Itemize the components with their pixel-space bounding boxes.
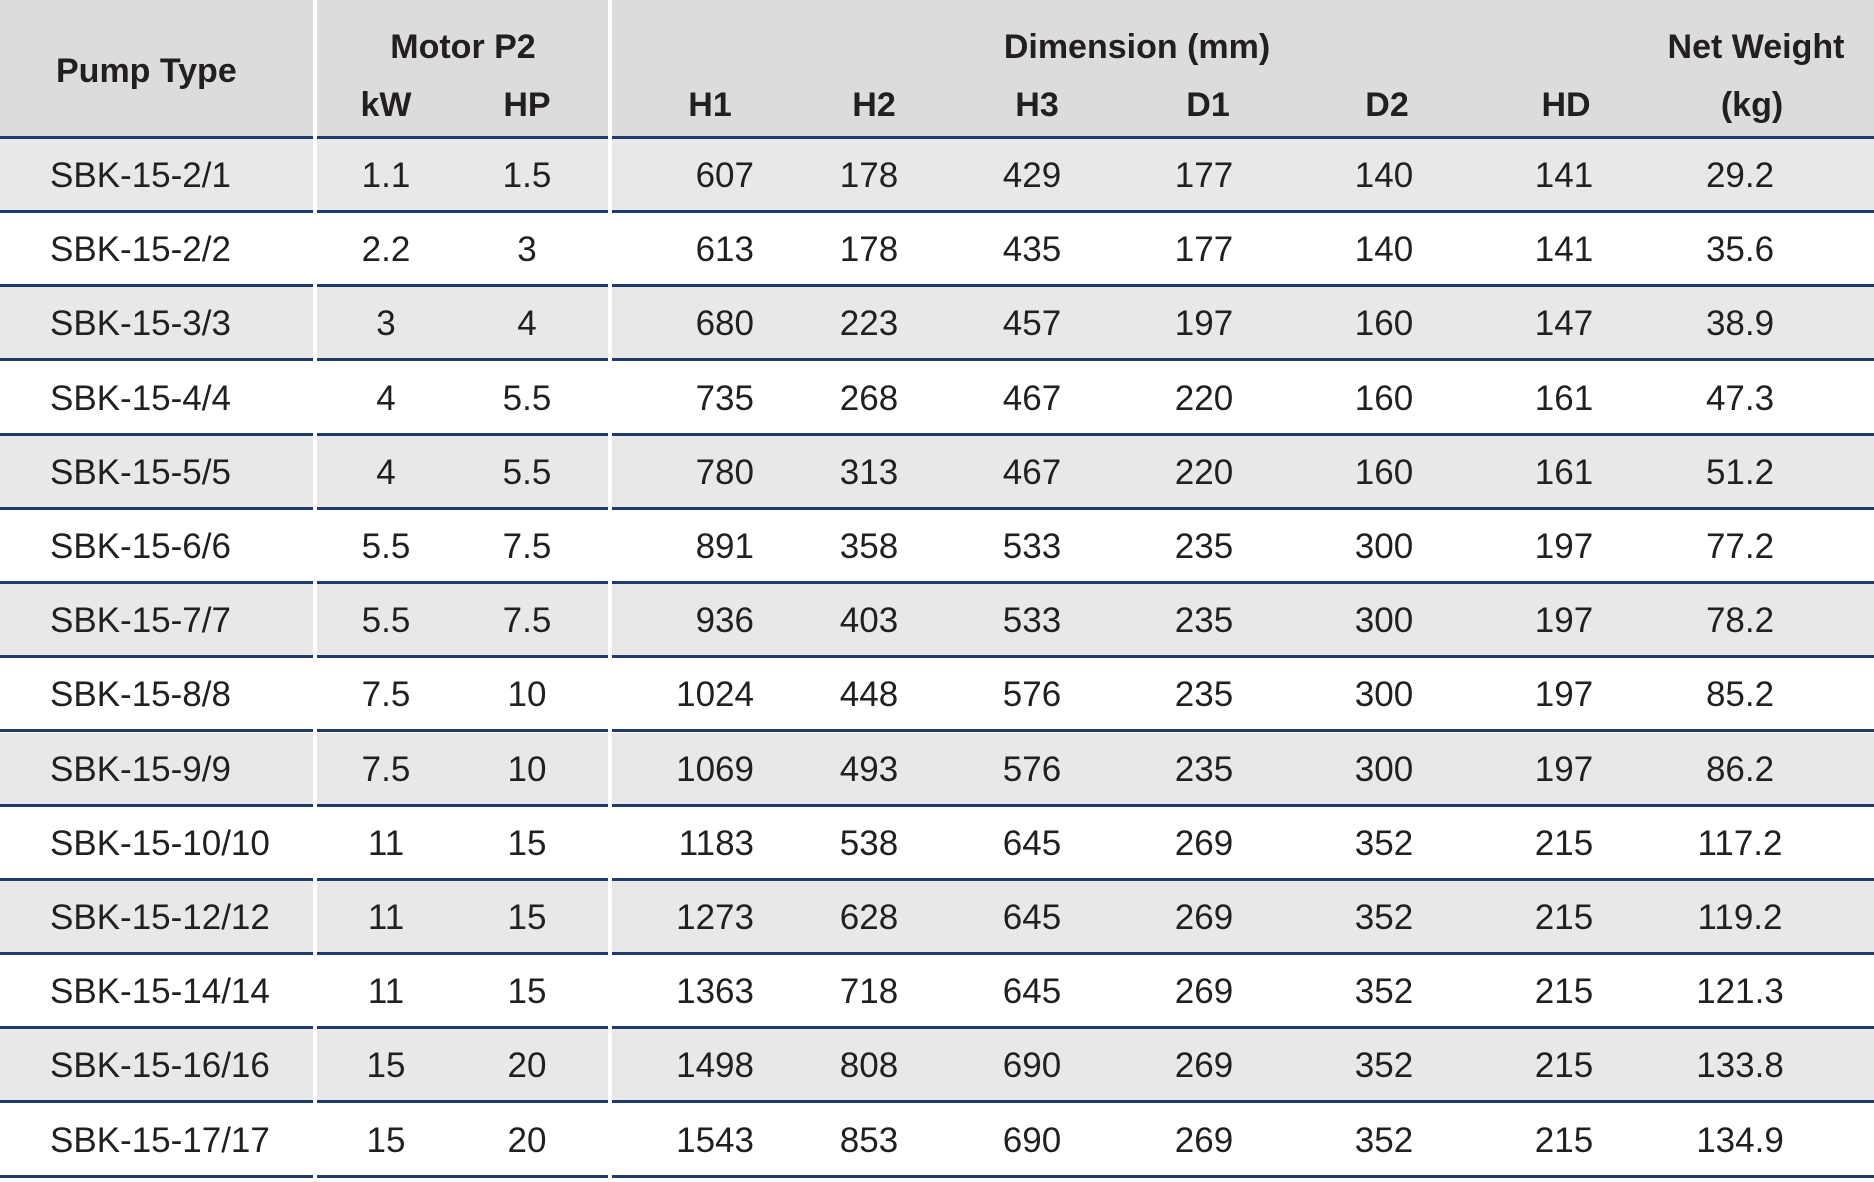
cell-hd: 161 (1534, 378, 1594, 418)
header-d2: D2 (1365, 86, 1409, 124)
cell-kw: 15 (366, 1046, 406, 1086)
cell-net-weight: 134.9 (1696, 1120, 1784, 1160)
cell-net-weight: 85.2 (1705, 675, 1775, 715)
cell-kw: 7.5 (361, 675, 411, 715)
cell-h1: 1024 (676, 675, 754, 715)
cell-h3: 645 (1002, 823, 1062, 863)
cell-h3: 533 (1002, 601, 1062, 641)
cell-hp: 15 (507, 972, 547, 1012)
cell-d1: 269 (1174, 898, 1234, 937)
cell-d1: 269 (1174, 1120, 1234, 1160)
cell-h1: 1363 (676, 972, 754, 1012)
cell-hd: 141 (1534, 230, 1594, 270)
cell-hp: 20 (507, 1120, 547, 1160)
cell-d1: 177 (1174, 230, 1234, 270)
cell-d2: 140 (1354, 156, 1414, 195)
header-h3: H3 (1015, 86, 1059, 124)
cell-h1: 680 (695, 304, 754, 344)
cell-net-weight: 47.3 (1705, 378, 1775, 418)
column-separator (313, 0, 317, 1178)
cell-d1: 235 (1174, 601, 1234, 641)
cell-hp: 1.5 (502, 156, 552, 195)
cell-d2: 352 (1354, 898, 1414, 937)
cell-hp: 7.5 (502, 527, 552, 566)
cell-d2: 352 (1354, 1120, 1414, 1160)
cell-d1: 235 (1174, 527, 1234, 566)
cell-net-weight: 133.8 (1696, 1046, 1784, 1086)
cell-d1: 177 (1174, 156, 1234, 195)
cell-net-weight: 29.2 (1705, 156, 1775, 195)
cell-d1: 220 (1174, 452, 1234, 492)
cell-net-weight: 121.3 (1696, 972, 1784, 1012)
cell-hp: 20 (507, 1046, 547, 1086)
cell-h2: 538 (839, 823, 899, 863)
cell-hp: 4 (517, 304, 537, 344)
cell-h2: 493 (839, 749, 899, 789)
cell-hd: 147 (1534, 304, 1594, 344)
cell-h3: 467 (1002, 378, 1062, 418)
cell-h1: 607 (695, 156, 754, 195)
cell-h2: 808 (839, 1046, 899, 1086)
cell-kw: 11 (367, 898, 405, 937)
cell-d1: 235 (1174, 675, 1234, 715)
cell-net-weight: 35.6 (1705, 230, 1775, 270)
header-kw: kW (360, 86, 412, 124)
cell-pump-type: SBK-15-5/5 (50, 452, 231, 492)
cell-h2: 403 (839, 601, 899, 641)
cell-hd: 197 (1534, 527, 1594, 566)
cell-hd: 141 (1534, 156, 1594, 195)
cell-pump-type: SBK-15-9/9 (50, 749, 231, 789)
cell-kw: 4 (376, 452, 396, 492)
cell-hd: 197 (1534, 749, 1594, 789)
cell-h3: 690 (1002, 1046, 1062, 1086)
cell-pump-type: SBK-15-6/6 (50, 527, 231, 566)
cell-h2: 178 (839, 230, 899, 270)
cell-d1: 220 (1174, 378, 1234, 418)
header-dimension: Dimension (mm) (1003, 28, 1271, 66)
cell-kw: 11 (367, 823, 405, 863)
cell-h3: 429 (1002, 156, 1062, 195)
cell-d2: 140 (1354, 230, 1414, 270)
cell-h3: 645 (1002, 972, 1062, 1012)
cell-hd: 215 (1534, 1120, 1594, 1160)
cell-kw: 7.5 (361, 749, 411, 789)
cell-pump-type: SBK-15-10/10 (50, 823, 270, 863)
cell-d2: 352 (1354, 823, 1414, 863)
cell-d2: 352 (1354, 1046, 1414, 1086)
cell-kw: 5.5 (361, 601, 411, 641)
cell-hp: 10 (507, 675, 547, 715)
cell-hp: 5.5 (502, 378, 552, 418)
cell-hp: 15 (507, 898, 547, 937)
cell-h2: 268 (839, 378, 899, 418)
cell-hp: 5.5 (502, 452, 552, 492)
cell-pump-type: SBK-15-2/1 (50, 156, 231, 195)
cell-h1: 1543 (676, 1120, 754, 1160)
cell-pump-type: SBK-15-4/4 (50, 378, 231, 418)
cell-h2: 448 (839, 675, 899, 715)
table-header-band (0, 0, 1874, 136)
cell-h2: 718 (839, 972, 899, 1012)
header-kg: (kg) (1720, 86, 1784, 124)
cell-net-weight: 78.2 (1705, 601, 1775, 641)
cell-pump-type: SBK-15-7/7 (50, 601, 231, 641)
cell-h3: 576 (1002, 675, 1062, 715)
cell-hd: 215 (1534, 823, 1594, 863)
cell-hd: 161 (1534, 452, 1594, 492)
cell-h2: 628 (839, 898, 899, 937)
cell-h1: 1273 (676, 898, 754, 937)
cell-h1: 613 (695, 230, 754, 270)
cell-kw: 5.5 (361, 527, 411, 566)
cell-kw: 11 (367, 972, 405, 1012)
cell-d2: 300 (1354, 675, 1414, 715)
header-h2: H2 (852, 86, 896, 124)
cell-h1: 1183 (678, 823, 754, 863)
cell-h3: 645 (1002, 898, 1062, 937)
cell-h1: 1498 (676, 1046, 754, 1086)
cell-d2: 352 (1354, 972, 1414, 1012)
column-separator (608, 0, 612, 1178)
cell-h2: 178 (839, 156, 899, 195)
cell-hd: 215 (1534, 898, 1594, 937)
cell-kw: 4 (376, 378, 396, 418)
cell-h2: 223 (839, 304, 899, 344)
cell-h3: 435 (1002, 230, 1062, 270)
cell-pump-type: SBK-15-8/8 (50, 675, 231, 715)
cell-d2: 160 (1354, 452, 1414, 492)
cell-hp: 10 (507, 749, 547, 789)
cell-h3: 690 (1002, 1120, 1062, 1160)
cell-hp: 3 (517, 230, 537, 270)
cell-h3: 576 (1002, 749, 1062, 789)
cell-net-weight: 119.2 (1697, 898, 1783, 937)
cell-kw: 2.2 (361, 230, 411, 270)
cell-pump-type: SBK-15-3/3 (50, 304, 231, 344)
cell-d2: 160 (1354, 304, 1414, 344)
cell-hp: 15 (507, 823, 547, 863)
cell-d1: 269 (1174, 972, 1234, 1012)
cell-hd: 197 (1534, 601, 1594, 641)
cell-h2: 358 (839, 527, 899, 566)
cell-hd: 215 (1534, 1046, 1594, 1086)
cell-pump-type: SBK-15-14/14 (50, 972, 270, 1012)
cell-h1: 891 (695, 527, 754, 566)
cell-kw: 15 (366, 1120, 406, 1160)
cell-h1: 780 (695, 452, 754, 492)
cell-d2: 300 (1354, 601, 1414, 641)
cell-h2: 853 (839, 1120, 899, 1160)
cell-d1: 269 (1174, 1046, 1234, 1086)
cell-net-weight: 77.2 (1705, 527, 1775, 566)
cell-net-weight: 51.2 (1705, 452, 1775, 492)
cell-pump-type: SBK-15-17/17 (50, 1120, 270, 1160)
cell-d1: 235 (1174, 749, 1234, 789)
cell-h1: 1069 (676, 749, 754, 789)
cell-h3: 467 (1002, 452, 1062, 492)
cell-h1: 735 (695, 378, 754, 418)
cell-kw: 1.1 (361, 156, 411, 195)
cell-h1: 936 (695, 601, 754, 641)
cell-kw: 3 (376, 304, 396, 344)
cell-hd: 215 (1534, 972, 1594, 1012)
header-h1: H1 (688, 86, 732, 124)
cell-hp: 7.5 (502, 601, 552, 641)
cell-net-weight: 38.9 (1705, 304, 1775, 344)
header-motor-p2: Motor P2 (390, 28, 536, 66)
header-hp: HP (503, 86, 551, 124)
row-rule (0, 1175, 1874, 1178)
header-d1: D1 (1186, 86, 1230, 124)
cell-d2: 160 (1354, 378, 1414, 418)
header-hd: HD (1541, 86, 1591, 124)
cell-pump-type: SBK-15-2/2 (50, 230, 231, 270)
cell-pump-type: SBK-15-12/12 (50, 898, 270, 937)
cell-net-weight: 86.2 (1705, 749, 1775, 789)
cell-d1: 269 (1174, 823, 1234, 863)
cell-h2: 313 (839, 452, 899, 492)
cell-hd: 197 (1534, 675, 1594, 715)
cell-d2: 300 (1354, 527, 1414, 566)
cell-h3: 533 (1002, 527, 1062, 566)
cell-h3: 457 (1002, 304, 1062, 344)
cell-net-weight: 117.2 (1697, 823, 1783, 863)
header-pump-type: Pump Type (56, 52, 237, 90)
cell-d2: 300 (1354, 749, 1414, 789)
header-net-weight: Net Weight (1667, 28, 1845, 66)
cell-pump-type: SBK-15-16/16 (50, 1046, 270, 1086)
cell-d1: 197 (1174, 304, 1234, 344)
